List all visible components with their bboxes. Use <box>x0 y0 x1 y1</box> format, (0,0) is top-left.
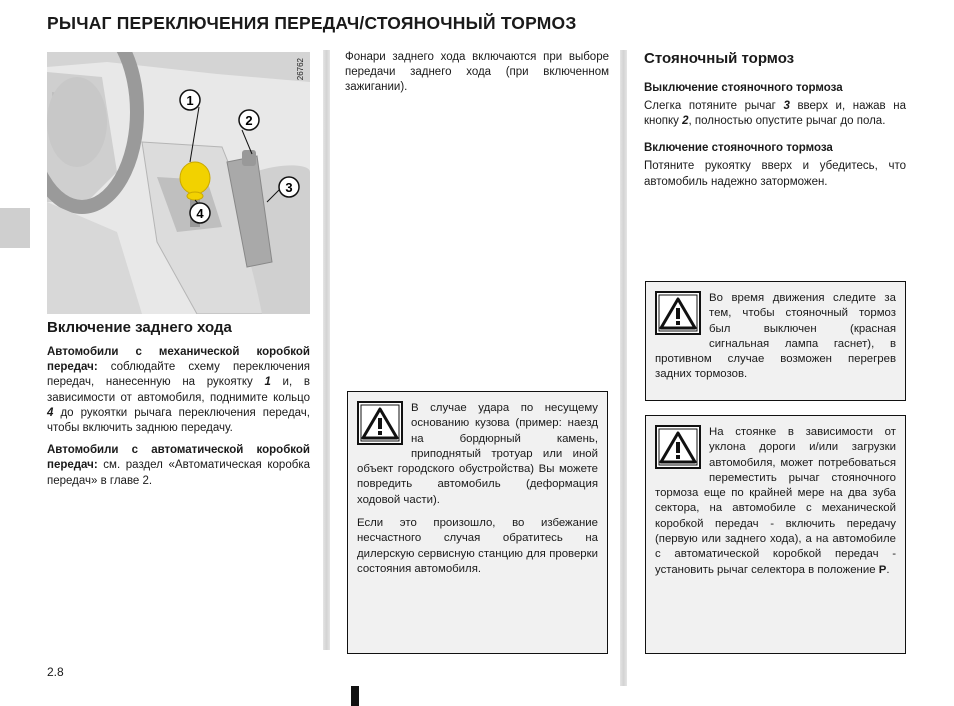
warning-parking-text: На стоянке в зависимости от уклона дороги и/или загрузки автомобиля, может потребоваться переместить рычаг стояночного тормоза еще по крайней мере на два зуба сектора, на автомобиле с механической коробкой передач - включить передачу (первую или заднего хода), а на автомобиле с автоматической коробкой передач - установить рычаг селектора в положение P. <box>655 426 896 576</box>
gearshift-illustration <box>47 52 310 314</box>
warning-driving-text: Во время движения следите за тем, чтобы стояночный тормоз был выключен (красная сигнальная лампа гаснет), в противном случае возможен перегрев задних тормозов. <box>655 292 896 381</box>
page-number: 2.8 <box>47 665 64 679</box>
warning-box-parking <box>645 415 906 654</box>
svg-text:1: 1 <box>186 93 194 108</box>
callout-3 <box>279 177 299 197</box>
column-reverse-gear <box>47 319 310 489</box>
car-interior-drawing <box>47 52 310 314</box>
svg-text:2: 2 <box>245 113 253 128</box>
section-heading-parking-brake: Стояночный тормоз <box>644 50 795 67</box>
column-reverse-lights <box>345 50 609 96</box>
column-divider <box>620 50 627 686</box>
warning-impact-text: В случае удара по несущему основанию кузова (пример: наезд на бордюрный камень, приподнятый тротуар или иной объект городского обустройства) Вы можете повредить автомобиль (деформация ходовой части). <box>357 402 598 506</box>
warning-icon <box>655 425 701 469</box>
callout-1 <box>180 90 200 110</box>
figure-code: 26762 <box>296 58 305 81</box>
section-heading-reverse: Включение заднего хода <box>47 319 232 336</box>
svg-text:4: 4 <box>196 206 204 221</box>
warning-impact-advice: Если это произошло, во избежание несчастного случая обратитесь на дилерскую сервисную станцию для проверки состояния автомобиля. <box>357 517 598 575</box>
release-text: Слегка потяните рычаг 3 вверх и, нажав на кнопку 2, полностью опустите рычаг до пола. <box>644 100 906 128</box>
svg-text:3: 3 <box>285 180 293 195</box>
warning-icon <box>357 401 403 445</box>
callout-4 <box>190 203 210 223</box>
warning-icon <box>655 291 701 335</box>
automatic-gearbox-paragraph: Автомобили с автоматической коробкой передач: см. раздел «Автоматическая коробка передач» в главе 2. <box>47 444 310 487</box>
callout-2 <box>239 110 259 130</box>
page-title: РЫЧАГ ПЕРЕКЛЮЧЕНИЯ ПЕРЕДАЧ/СТОЯНОЧНЫЙ ТОРМОЗ <box>47 13 577 33</box>
manual-gearbox-paragraph: Автомобили с механической коробкой передач: соблюдайте схему переключения передач, нанесенную на рукоятку 1 и, в зависимости от автомобиля, поднимите кольцо 4 до рукоятки рычага переключения передач, чтобы включить заднюю передачу. <box>47 346 310 435</box>
page-marker <box>351 686 359 706</box>
subheading-release: Выключение стояночного тормоза <box>644 82 843 94</box>
warning-box-impact <box>347 391 608 654</box>
column-divider <box>323 50 330 650</box>
warning-box-driving <box>645 281 906 401</box>
chapter-tab <box>0 208 30 248</box>
column-parking-brake <box>644 50 906 190</box>
subheading-apply: Включение стояночного тормоза <box>644 142 833 155</box>
reverse-lights-text: Фонари заднего хода включаются при выборе передачи заднего хода (при включенном зажигании). <box>345 51 609 94</box>
apply-text: Потяните рукоятку вверх и убедитесь, что автомобиль надежно заторможен. <box>644 160 906 188</box>
